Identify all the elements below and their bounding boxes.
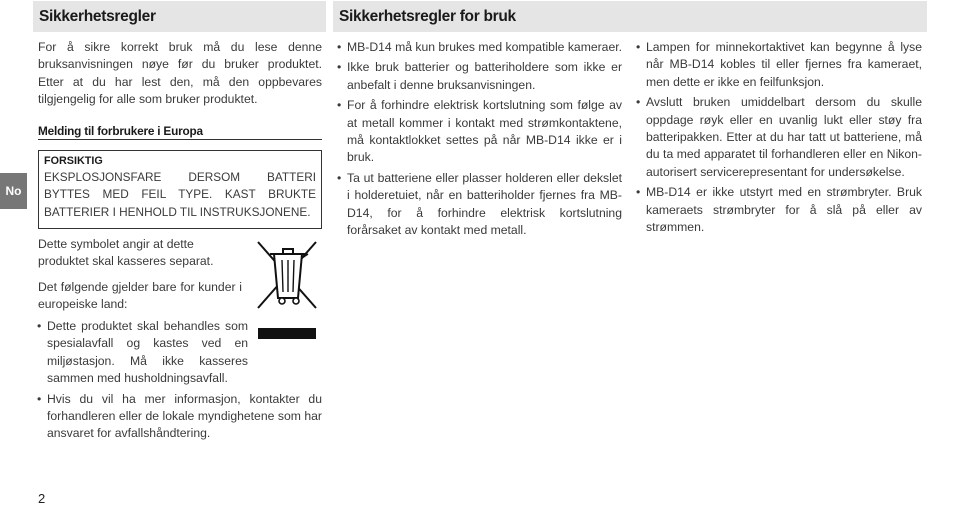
language-tab: No [0, 173, 27, 209]
usage-bullet-list-column-2 [636, 39, 922, 239]
applies-description: Det følgende gjelder bare for kunder i europeiske land: [38, 280, 242, 312]
list-item: • Avslutt bruken umiddelbart dersom du skulle oppdage røyk eller en uvanlig lukt eller støy fra batteripakken. Etter at du har tatt ut batteriene, må du ta med apparatet til forhandleren eller en Nikon-autorisert servicerepresentant for undersøkelse. [636, 94, 922, 181]
disposal-bullet-list [37, 318, 322, 446]
list-item: • Lampen for minnekortaktivet kan begynne å lyse når MB-D14 kobles til eller fjernes fra kameraet, men dette er ikke en feilfunksjon. [636, 39, 922, 91]
caution-title: FORSIKTIG [44, 155, 103, 167]
right-section-heading: Sikkerhetsregler for bruk [333, 1, 927, 32]
page-number: 2 [38, 491, 46, 506]
caution-text: EKSPLOSJONSFARE DERSOM BATTERI BYTTES MED FEIL TYPE. KAST BRUKTE BATTERIER I HENHOLD TIL INSTRUKSJONENE. [44, 170, 316, 219]
eu-consumer-heading: Melding til forbrukere i Europa [38, 124, 322, 140]
crossed-out-wheeled-bin-icon [252, 238, 324, 317]
list-item: • MB-D14 er ikke utstyrt med en strømbryter. Bruk kameraets strømbryter for å slå på eller av strømmen. [636, 184, 922, 236]
caution-box [38, 150, 322, 229]
list-item: • Ikke bruk batterier og batteriholdere som ikke er anbefalt i denne bruksanvisningen. [337, 59, 622, 94]
list-item: • Dette produktet skal behandles som spesialavfall og kastes ved en miljøstasjon. Må ikke kasseres sammen med husholdningsavfall. [37, 318, 322, 388]
left-section-heading: Sikkerhetsregler [33, 1, 326, 32]
usage-bullet-list-column-1 [337, 39, 622, 242]
list-item: • For å forhindre elektrisk kortslutning som følge av at metall kommer i kontakt med strømkontaktene, må kontaktlokket settes på når MB-D14 ikke er i bruk. [337, 97, 622, 167]
intro-paragraph: For å sikre korrekt bruk må du lese denne bruksanvisningen nøye før du bruker produktet. Etter at du har lest den, må den oppbevares tilgjengelig for alle som bruker produktet. [38, 40, 322, 107]
list-item: • Hvis du vil ha mer informasjon, kontakter du forhandleren eller de lokale myndighetene som har ansvaret for avfallshåndtering. [37, 391, 322, 443]
list-item: • MB-D14 må kun brukes med kompatible kameraer. [337, 39, 622, 56]
symbol-description: Dette symbolet angir at dette produktet skal kasseres separat. [38, 237, 214, 269]
list-item: • Ta ut batteriene eller plasser holderen eller dekslet i holderetuiet, når en batteriholder fjernes fra MB-D14, for å forhindre elektrisk kortslutning forårsaket av kontakt med metall. [337, 170, 622, 240]
